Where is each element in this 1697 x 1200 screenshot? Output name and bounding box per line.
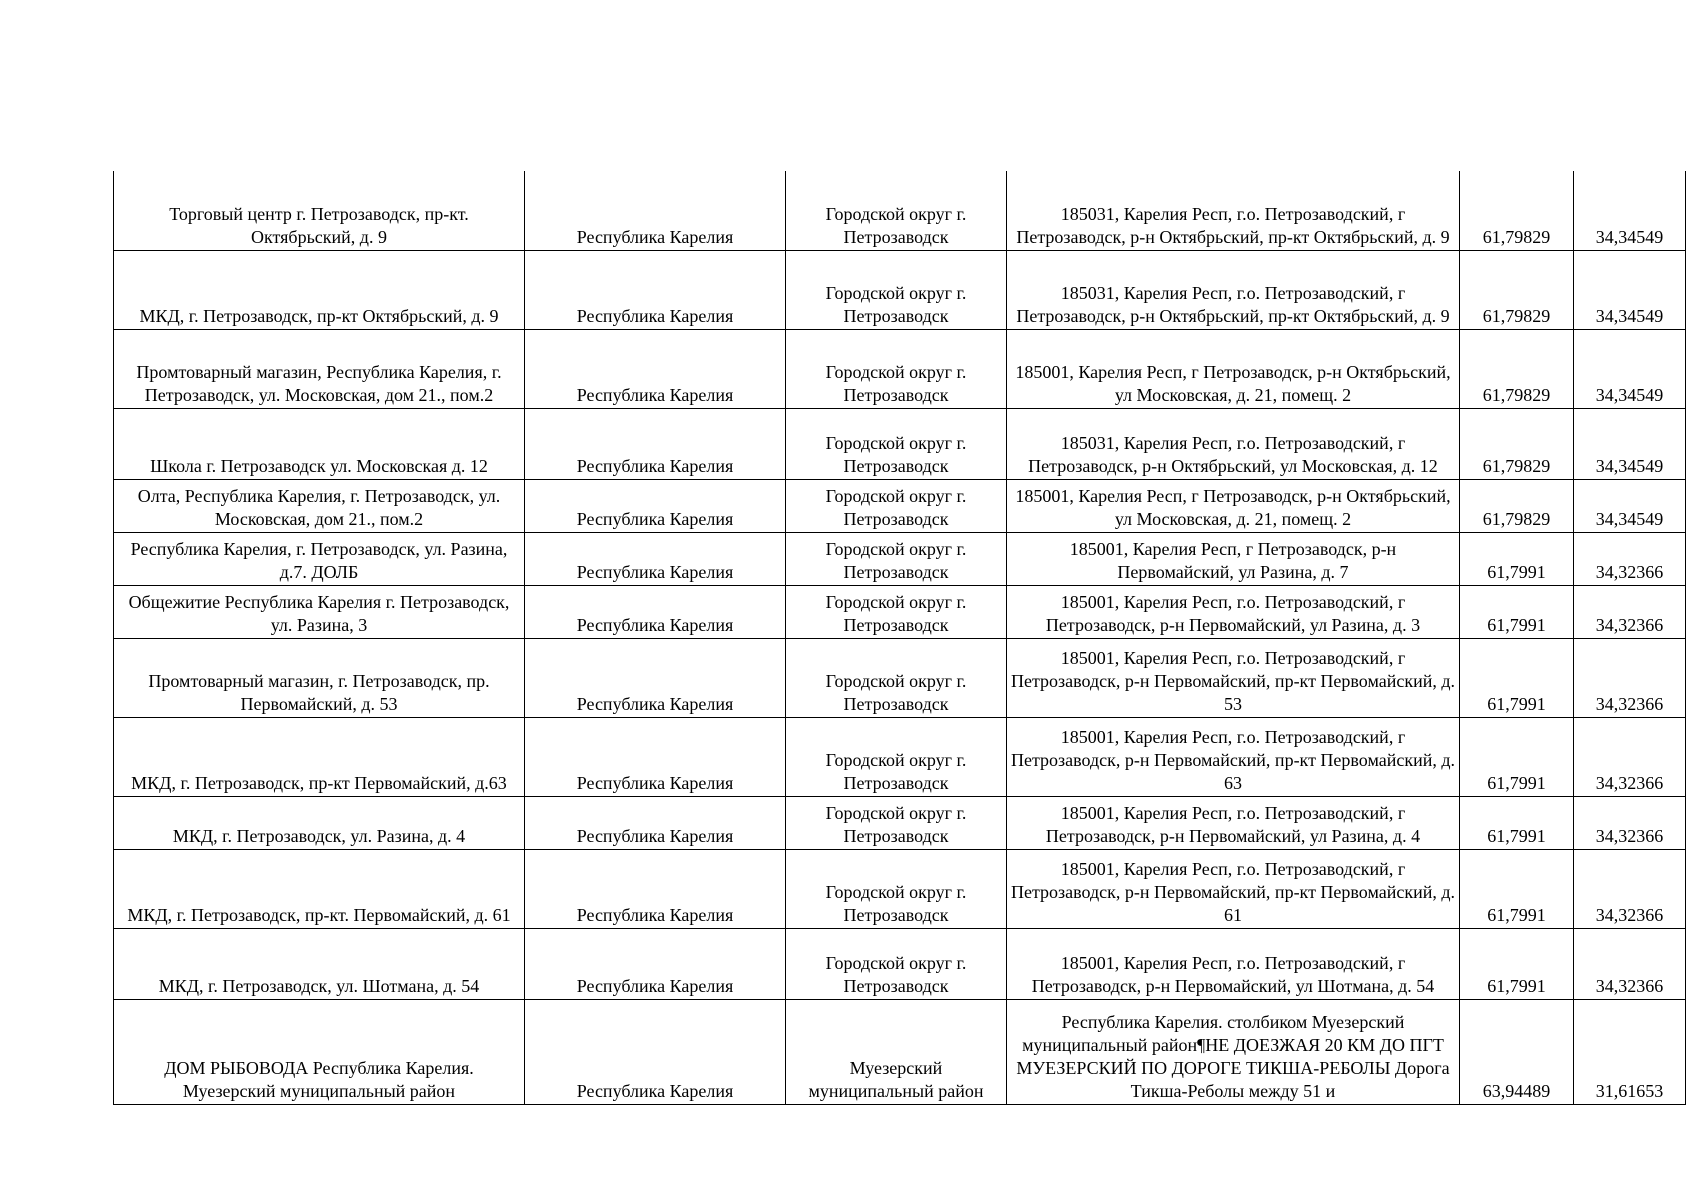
data-table [113, 171, 1686, 1105]
cell-longitude: 34,34549 [1574, 250, 1686, 329]
cell-longitude: 34,32366 [1574, 849, 1686, 928]
cell-longitude: 34,34549 [1574, 408, 1686, 479]
cell-longitude: 34,32366 [1574, 796, 1686, 849]
cell-latitude: 61,79829 [1460, 329, 1574, 408]
cell-region: Республика Карелия [525, 796, 786, 849]
table-row [114, 638, 1686, 717]
cell-longitude: 34,32366 [1574, 638, 1686, 717]
cell-region: Республика Карелия [525, 999, 786, 1104]
cell-longitude: 34,32366 [1574, 928, 1686, 999]
table-row [114, 329, 1686, 408]
cell-longitude: 34,32366 [1574, 717, 1686, 796]
cell-longitude: 34,34549 [1574, 479, 1686, 532]
cell-longitude: 34,34549 [1574, 171, 1686, 250]
cell-address: 185001, Карелия Респ, г.о. Петрозаводский, г Петрозаводск, р-н Первомайский, ул Шотмана, д. 54 [1007, 928, 1460, 999]
cell-municipality: Городской округ г. Петрозаводск [786, 717, 1007, 796]
cell-address: 185001, Карелия Респ, г Петрозаводск, р-н Октябрьский, ул Московская, д. 21, помещ. 2 [1007, 329, 1460, 408]
cell-municipality: Городской округ г. Петрозаводск [786, 329, 1007, 408]
cell-object-name: ДОМ РЫБОВОДА Республика Карелия. Муезерский муниципальный район [114, 999, 525, 1104]
table-row [114, 796, 1686, 849]
cell-object-name: Школа г. Петрозаводск ул. Московская д. 12 [114, 408, 525, 479]
table-row [114, 849, 1686, 928]
cell-object-name: МКД, г. Петрозаводск, ул. Разина, д. 4 [114, 796, 525, 849]
cell-latitude: 61,7991 [1460, 928, 1574, 999]
table-row [114, 999, 1686, 1104]
cell-longitude: 31,61653 [1574, 999, 1686, 1104]
cell-region: Республика Карелия [525, 638, 786, 717]
table-row [114, 928, 1686, 999]
table-row [114, 408, 1686, 479]
cell-object-name: МКД, г. Петрозаводск, ул. Шотмана, д. 54 [114, 928, 525, 999]
table-body [114, 171, 1686, 1104]
cell-address: 185001, Карелия Респ, г.о. Петрозаводский, г Петрозаводск, р-н Первомайский, пр-кт Первомайский, д. 61 [1007, 849, 1460, 928]
cell-address: 185001, Карелия Респ, г.о. Петрозаводский, г Петрозаводск, р-н Первомайский, пр-кт Первомайский, д. 63 [1007, 717, 1460, 796]
cell-municipality: Городской округ г. Петрозаводск [786, 250, 1007, 329]
cell-region: Республика Карелия [525, 408, 786, 479]
cell-address: Республика Карелия. столбиком Муезерский муниципальный район¶НЕ ДОЕЗЖАЯ 20 КМ ДО ПГТ МУЕЗЕРСКИЙ ПО ДОРОГЕ ТИКША-РЕБОЛЫ Дорога Тикша-Реболы между 51 и [1007, 999, 1460, 1104]
cell-region: Республика Карелия [525, 585, 786, 638]
table-row [114, 717, 1686, 796]
cell-municipality: Городской округ г. Петрозаводск [786, 479, 1007, 532]
cell-object-name: Промтоварный магазин, г. Петрозаводск, пр. Первомайский, д. 53 [114, 638, 525, 717]
table-row [114, 171, 1686, 250]
cell-address: 185001, Карелия Респ, г.о. Петрозаводский, г Петрозаводск, р-н Первомайский, пр-кт Первомайский, д. 53 [1007, 638, 1460, 717]
cell-region: Республика Карелия [525, 479, 786, 532]
cell-latitude: 61,7991 [1460, 717, 1574, 796]
cell-object-name: МКД, г. Петрозаводск, пр-кт Первомайский, д.63 [114, 717, 525, 796]
cell-municipality: Городской округ г. Петрозаводск [786, 849, 1007, 928]
table-row [114, 479, 1686, 532]
cell-object-name: Республика Карелия, г. Петрозаводск, ул. Разина, д.7. ДОЛБ [114, 532, 525, 585]
cell-latitude: 61,7991 [1460, 638, 1574, 717]
cell-longitude: 34,32366 [1574, 532, 1686, 585]
cell-latitude: 61,7991 [1460, 796, 1574, 849]
cell-region: Республика Карелия [525, 928, 786, 999]
cell-region: Республика Карелия [525, 532, 786, 585]
cell-latitude: 61,79829 [1460, 171, 1574, 250]
cell-object-name: Промтоварный магазин, Республика Карелия, г. Петрозаводск, ул. Московская, дом 21., пом.2 [114, 329, 525, 408]
cell-address: 185031, Карелия Респ, г.о. Петрозаводский, г Петрозаводск, р-н Октябрьский, ул Московская, д. 12 [1007, 408, 1460, 479]
table-row [114, 585, 1686, 638]
cell-municipality: Городской округ г. Петрозаводск [786, 171, 1007, 250]
cell-latitude: 61,79829 [1460, 408, 1574, 479]
table-row [114, 532, 1686, 585]
cell-address: 185001, Карелия Респ, г.о. Петрозаводский, г Петрозаводск, р-н Первомайский, ул Разина, д. 3 [1007, 585, 1460, 638]
cell-address: 185031, Карелия Респ, г.о. Петрозаводский, г Петрозаводск, р-н Октябрьский, пр-кт Октябрьский, д. 9 [1007, 171, 1460, 250]
cell-latitude: 61,7991 [1460, 532, 1574, 585]
cell-address: 185001, Карелия Респ, г Петрозаводск, р-н Октябрьский, ул Московская, д. 21, помещ. 2 [1007, 479, 1460, 532]
cell-region: Республика Карелия [525, 171, 786, 250]
cell-region: Республика Карелия [525, 717, 786, 796]
cell-municipality: Городской округ г. Петрозаводск [786, 928, 1007, 999]
cell-object-name: Олта, Республика Карелия, г. Петрозаводск, ул. Московская, дом 21., пом.2 [114, 479, 525, 532]
cell-object-name: МКД, г. Петрозаводск, пр-кт. Первомайский, д. 61 [114, 849, 525, 928]
cell-object-name: Торговый центр г. Петрозаводск, пр-кт. Октябрьский, д. 9 [114, 171, 525, 250]
cell-municipality: Городской округ г. Петрозаводск [786, 796, 1007, 849]
cell-municipality: Муезерский муниципальный район [786, 999, 1007, 1104]
cell-latitude: 61,79829 [1460, 250, 1574, 329]
cell-region: Республика Карелия [525, 329, 786, 408]
cell-longitude: 34,34549 [1574, 329, 1686, 408]
cell-latitude: 63,94489 [1460, 999, 1574, 1104]
cell-object-name: МКД, г. Петрозаводск, пр-кт Октябрьский, д. 9 [114, 250, 525, 329]
cell-municipality: Городской округ г. Петрозаводск [786, 532, 1007, 585]
cell-municipality: Городской округ г. Петрозаводск [786, 408, 1007, 479]
cell-region: Республика Карелия [525, 849, 786, 928]
cell-latitude: 61,7991 [1460, 585, 1574, 638]
cell-latitude: 61,79829 [1460, 479, 1574, 532]
table-row [114, 250, 1686, 329]
cell-latitude: 61,7991 [1460, 849, 1574, 928]
cell-municipality: Городской округ г. Петрозаводск [786, 585, 1007, 638]
cell-municipality: Городской округ г. Петрозаводск [786, 638, 1007, 717]
cell-address: 185001, Карелия Респ, г.о. Петрозаводский, г Петрозаводск, р-н Первомайский, ул Разина, д. 4 [1007, 796, 1460, 849]
cell-address: 185001, Карелия Респ, г Петрозаводск, р-н Первомайский, ул Разина, д. 7 [1007, 532, 1460, 585]
cell-region: Республика Карелия [525, 250, 786, 329]
cell-longitude: 34,32366 [1574, 585, 1686, 638]
cell-object-name: Общежитие Республика Карелия г. Петрозаводск, ул. Разина, 3 [114, 585, 525, 638]
cell-address: 185031, Карелия Респ, г.о. Петрозаводский, г Петрозаводск, р-н Октябрьский, пр-кт Октябрьский, д. 9 [1007, 250, 1460, 329]
